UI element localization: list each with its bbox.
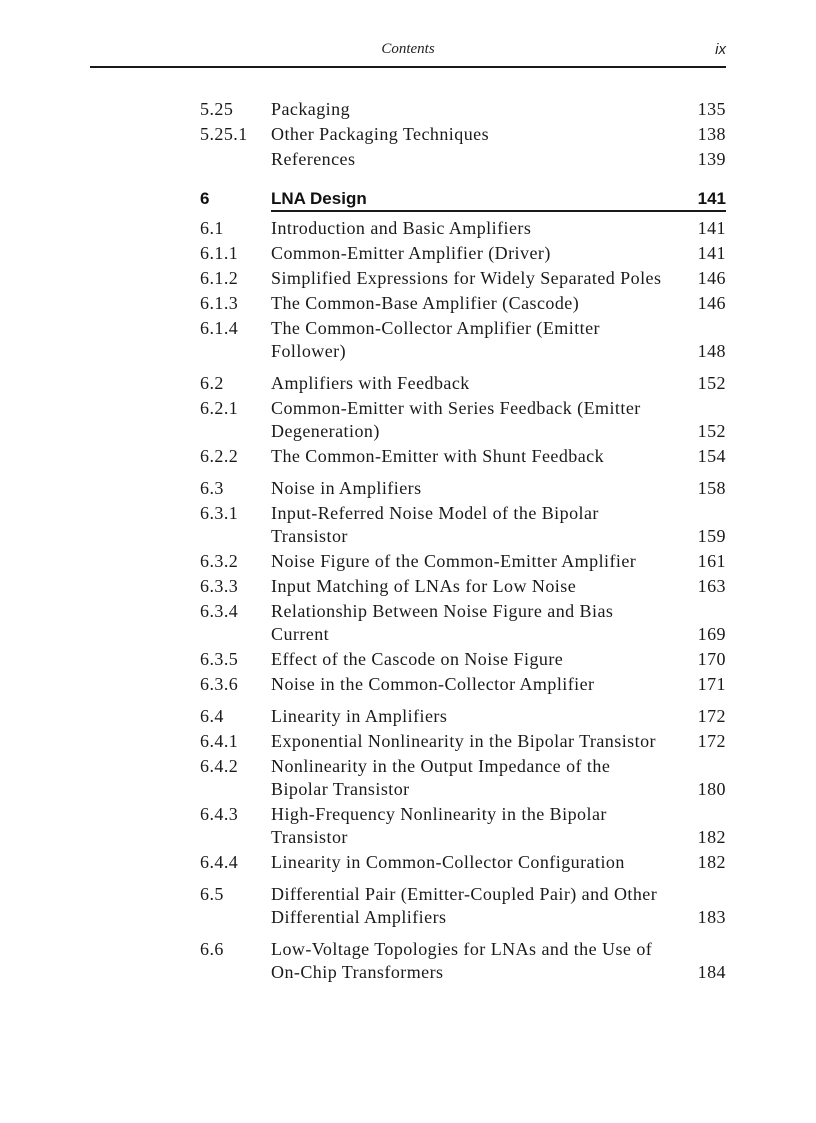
entry-number: 6.2	[200, 373, 224, 393]
toc-entry[interactable]	[200, 705, 726, 728]
entry-title: Amplifiers with Feedback	[271, 373, 470, 393]
entry-title: Input-Referred Noise Model of the Bipolar Transistor	[271, 503, 599, 546]
toc-entry[interactable]	[200, 148, 726, 171]
entry-page: 184	[697, 962, 726, 982]
toc-entry[interactable]	[200, 292, 726, 315]
entry-page: 139	[697, 149, 726, 169]
entry-number: 6.4	[200, 706, 224, 726]
toc-entry[interactable]	[200, 267, 726, 290]
chapter-page: 141	[697, 189, 726, 208]
entry-title: Linearity in Amplifiers	[271, 706, 448, 726]
toc-entry[interactable]	[200, 242, 726, 265]
toc-entry[interactable]	[200, 397, 726, 443]
entry-page: 171	[697, 674, 726, 694]
toc-entry[interactable]	[200, 803, 726, 849]
toc-entry[interactable]	[200, 445, 726, 468]
entry-number: 6.4.1	[200, 731, 239, 751]
toc-entry[interactable]	[200, 98, 726, 121]
toc-group	[200, 372, 726, 468]
entry-title: Exponential Nonlinearity in the Bipolar Transistor	[271, 731, 656, 751]
toc-group	[200, 477, 726, 696]
entry-title: Relationship Between Noise Figure and Bias Current	[271, 601, 614, 644]
chapter-number: 6	[200, 188, 271, 213]
entry-title: Differential Pair (Emitter-Coupled Pair) and Other Differential Amplifiers	[271, 884, 658, 927]
entry-number: 5.25	[200, 99, 234, 119]
entry-number: 6.2.2	[200, 446, 239, 466]
entry-title: Common-Emitter with Series Feedback (Emitter Degeneration)	[271, 398, 641, 441]
chapter-title: LNA Design	[271, 189, 367, 208]
entry-number: 6.3.1	[200, 503, 239, 523]
entry-title: Introduction and Basic Amplifiers	[271, 218, 532, 238]
entry-title: Nonlinearity in the Output Impedance of the Bipolar Transistor	[271, 756, 611, 799]
chapter-heading[interactable]	[200, 188, 726, 212]
entry-number: 6.3.2	[200, 551, 239, 571]
entry-number: 6.1.2	[200, 268, 239, 288]
entry-number: 5.25.1	[200, 124, 248, 144]
entry-page: 169	[697, 624, 726, 644]
toc-entry[interactable]	[200, 372, 726, 395]
running-header	[90, 38, 726, 68]
entry-title: Input Matching of LNAs for Low Noise	[271, 576, 577, 596]
entry-title: Effect of the Cascode on Noise Figure	[271, 649, 564, 669]
toc-groups	[200, 217, 726, 984]
entry-page: 135	[697, 99, 726, 119]
entry-page: 152	[697, 421, 726, 441]
toc-entry[interactable]	[200, 575, 726, 598]
entry-number: 6.6	[200, 939, 224, 959]
toc-group	[200, 705, 726, 874]
entry-title: Linearity in Common-Collector Configuration	[271, 852, 625, 872]
entry-page: 159	[697, 526, 726, 546]
entry-page: 172	[697, 706, 726, 726]
toc-entry[interactable]	[200, 755, 726, 801]
entry-title: Low-Voltage Topologies for LNAs and the Use of On-Chip Transformers	[271, 939, 653, 982]
toc-group	[200, 883, 726, 929]
toc-entry[interactable]	[200, 502, 726, 548]
entry-number: 6.2.1	[200, 398, 239, 418]
toc-entry[interactable]	[200, 317, 726, 363]
entry-number: 6.3.6	[200, 674, 239, 694]
entry-number: 6.1.4	[200, 318, 239, 338]
entry-number: 6.3.3	[200, 576, 239, 596]
toc-entry[interactable]	[200, 477, 726, 500]
entry-number: 6.3	[200, 478, 224, 498]
entry-page: 152	[697, 373, 726, 393]
entry-page: 146	[697, 268, 726, 288]
toc-section-pre	[200, 98, 726, 171]
toc-entry[interactable]	[200, 673, 726, 696]
entry-page: 141	[697, 218, 726, 238]
entry-title: References	[271, 149, 356, 169]
table-of-contents	[200, 98, 726, 984]
entry-number: 6.3.4	[200, 601, 239, 621]
entry-title: Common-Emitter Amplifier (Driver)	[271, 243, 551, 263]
entry-title: High-Frequency Nonlinearity in the Bipolar Transistor	[271, 804, 607, 847]
entry-page: 138	[697, 124, 726, 144]
entry-number: 6.4.3	[200, 804, 239, 824]
entry-page: 146	[697, 293, 726, 313]
entry-title: The Common-Base Amplifier (Cascode)	[271, 293, 580, 313]
entry-number: 6.4.2	[200, 756, 239, 776]
toc-entry[interactable]	[200, 648, 726, 671]
toc-entry[interactable]	[200, 123, 726, 146]
entry-title: Simplified Expressions for Widely Separated Poles	[271, 268, 662, 288]
entry-page: 182	[697, 827, 726, 847]
entry-page: 183	[697, 907, 726, 927]
entry-page: 161	[697, 551, 726, 571]
entry-number: 6.3.5	[200, 649, 239, 669]
entry-page: 154	[697, 446, 726, 466]
toc-entry[interactable]	[200, 730, 726, 753]
toc-entry[interactable]	[200, 883, 726, 929]
entry-number: 6.1.1	[200, 243, 239, 263]
header-page-number: ix	[715, 41, 726, 58]
entry-title: The Common-Emitter with Shunt Feedback	[271, 446, 605, 466]
entry-page: 148	[697, 341, 726, 361]
entry-page: 141	[697, 243, 726, 263]
entry-title: Noise in the Common-Collector Amplifier	[271, 674, 595, 694]
header-title: Contents	[381, 41, 435, 57]
toc-group	[200, 217, 726, 363]
entry-number: 6.1	[200, 218, 224, 238]
toc-entry[interactable]	[200, 938, 726, 984]
toc-group	[200, 938, 726, 984]
entry-title: Noise in Amplifiers	[271, 478, 422, 498]
entry-page: 180	[697, 779, 726, 799]
entry-number: 6.1.3	[200, 293, 239, 313]
entry-number: 6.5	[200, 884, 224, 904]
entry-title: The Common-Collector Amplifier (Emitter Follower)	[271, 318, 600, 361]
entry-title: Noise Figure of the Common-Emitter Amplifier	[271, 551, 637, 571]
toc-entry[interactable]	[200, 550, 726, 573]
entry-number: 6.4.4	[200, 852, 239, 872]
entry-title: Other Packaging Techniques	[271, 124, 490, 144]
toc-entry[interactable]	[200, 217, 726, 240]
toc-entry[interactable]	[200, 600, 726, 646]
entry-title: Packaging	[271, 99, 351, 119]
entry-page: 172	[697, 731, 726, 751]
entry-page: 163	[697, 576, 726, 596]
entry-page: 182	[697, 852, 726, 872]
entry-page: 158	[697, 478, 726, 498]
toc-entry[interactable]	[200, 851, 726, 874]
entry-page: 170	[697, 649, 726, 669]
